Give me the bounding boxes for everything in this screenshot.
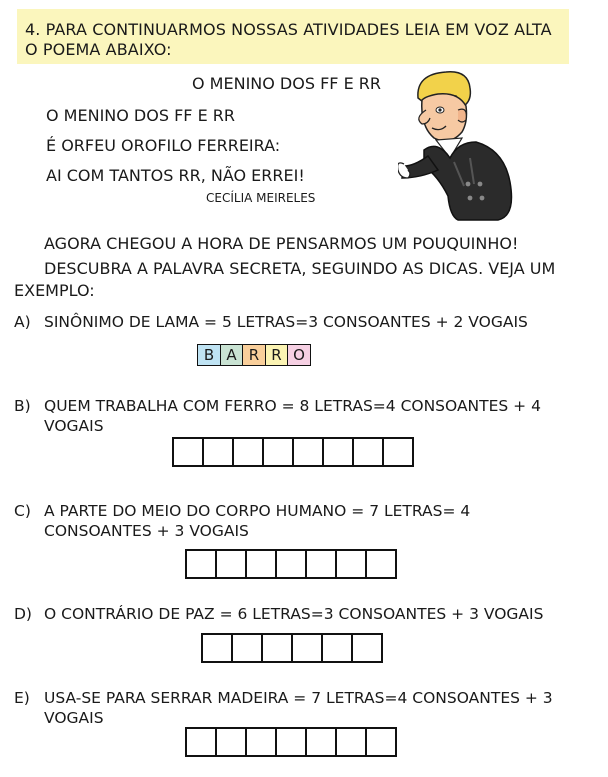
letter-box[interactable] [201, 633, 233, 663]
letter-box[interactable] [335, 549, 367, 579]
item-b-text: QUEM TRABALHA COM FERRO = 8 LETRAS=4 CONSOANTES + 4 [44, 397, 541, 415]
header-line-2: O POEMA ABAIXO: [25, 40, 172, 59]
letter-box[interactable] [215, 549, 247, 579]
header-banner [17, 9, 569, 64]
item-d-label: D) [14, 605, 32, 623]
poem-line-2: É ORFEU OROFILO FERREIRA: [46, 136, 281, 155]
letter-box[interactable] [305, 727, 337, 757]
letter-box[interactable] [232, 437, 264, 467]
item-d-answer[interactable] [201, 633, 383, 663]
item-a-text: SINÔNIMO DE LAMA = 5 LETRAS=3 CONSOANTES + 2 VOGAIS [44, 313, 528, 331]
letter-box: A [220, 344, 244, 366]
letter-box: R [265, 344, 289, 366]
instruction-line-3: EXEMPLO: [14, 281, 95, 300]
letter-box[interactable] [305, 549, 337, 579]
letter-box[interactable] [335, 727, 367, 757]
item-c-text: A PARTE DO MEIO DO CORPO HUMANO = 7 LETRAS= 4 [44, 502, 471, 520]
letter-box[interactable] [365, 549, 397, 579]
poem-line-3: AI COM TANTOS RR, NÃO ERREI! [46, 166, 305, 185]
letter-box[interactable] [202, 437, 234, 467]
instruction-line-1: AGORA CHEGOU A HORA DE PENSARMOS UM POUQUINHO! [44, 234, 519, 253]
letter-box[interactable] [291, 633, 323, 663]
letter-box: B [197, 344, 221, 366]
item-b-answer[interactable] [172, 437, 414, 467]
letter-box[interactable] [292, 437, 324, 467]
letter-box[interactable] [185, 727, 217, 757]
item-d-text: O CONTRÁRIO DE PAZ = 6 LETRAS=3 CONSOANTES + 3 VOGAIS [44, 605, 544, 623]
header-line-1: 4. PARA CONTINUARMOS NOSSAS ATIVIDADES LEIA EM VOZ ALTA [25, 20, 552, 39]
letter-box[interactable] [351, 633, 383, 663]
boy-illustration [398, 66, 548, 222]
letter-box[interactable] [231, 633, 263, 663]
letter-box[interactable] [172, 437, 204, 467]
letter-box[interactable] [352, 437, 384, 467]
letter-box[interactable] [215, 727, 247, 757]
letter-box[interactable] [185, 549, 217, 579]
letter-box[interactable] [382, 437, 414, 467]
letter-box: R [242, 344, 266, 366]
letter-box[interactable] [245, 727, 277, 757]
letter-box: O [287, 344, 311, 366]
item-e-text: USA-SE PARA SERRAR MADEIRA = 7 LETRAS=4 CONSOANTES + 3 [44, 689, 553, 707]
letter-box[interactable] [322, 437, 354, 467]
poem-title: O MENINO DOS FF E RR [192, 74, 382, 93]
letter-box[interactable] [321, 633, 353, 663]
instruction-line-2: DESCUBRA A PALAVRA SECRETA, SEGUINDO AS DICAS. VEJA UM [44, 259, 556, 278]
poem-author: CECÍLIA MEIRELES [206, 191, 316, 205]
letter-box[interactable] [261, 633, 293, 663]
item-a-label: A) [14, 313, 31, 331]
letter-box[interactable] [262, 437, 294, 467]
letter-box[interactable] [245, 549, 277, 579]
item-a-answer [197, 344, 311, 366]
item-c-text-2: CONSOANTES + 3 VOGAIS [44, 522, 249, 540]
letter-box[interactable] [365, 727, 397, 757]
item-b-text-2: VOGAIS [44, 417, 104, 435]
item-c-answer[interactable] [185, 549, 397, 579]
item-c-label: C) [14, 502, 31, 520]
poem-line-1: O MENINO DOS FF E RR [46, 106, 236, 125]
item-e-answer[interactable] [185, 727, 397, 757]
item-b-label: B) [14, 397, 31, 415]
item-e-label: E) [14, 689, 30, 707]
item-e-text-2: VOGAIS [44, 709, 104, 727]
letter-box[interactable] [275, 727, 307, 757]
letter-box[interactable] [275, 549, 307, 579]
